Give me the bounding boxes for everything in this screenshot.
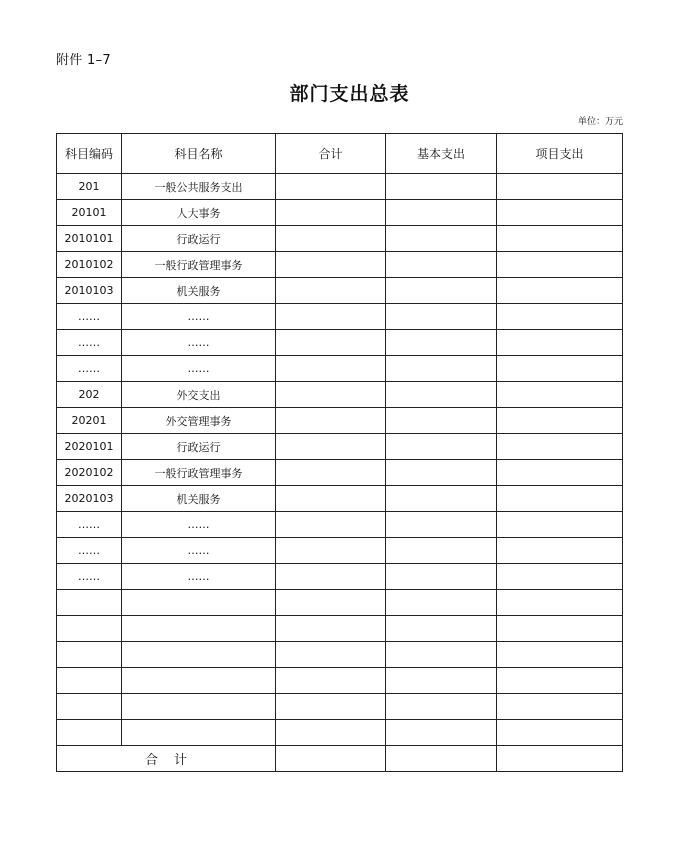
basic-cell[interactable]: [386, 330, 497, 356]
table-row: [57, 200, 623, 226]
total-cell[interactable]: [276, 616, 386, 642]
total-row: [57, 746, 623, 772]
column-header-project: 项目支出: [497, 134, 623, 174]
table-row: [57, 434, 623, 460]
code-cell: 2020101: [57, 434, 122, 460]
project-cell[interactable]: [497, 564, 623, 590]
name-cell: [122, 720, 276, 746]
total-cell[interactable]: [276, 356, 386, 382]
name-cell: ……: [122, 356, 276, 382]
table-row: [57, 538, 623, 564]
total-cell[interactable]: [276, 668, 386, 694]
basic-cell[interactable]: [386, 486, 497, 512]
table-row: [57, 720, 623, 746]
code-cell: 20101: [57, 200, 122, 226]
code-cell: [57, 642, 122, 668]
project-cell[interactable]: [497, 304, 623, 330]
total-cell[interactable]: [276, 460, 386, 486]
project-cell[interactable]: [497, 460, 623, 486]
basic-cell[interactable]: [386, 382, 497, 408]
table-row: [57, 460, 623, 486]
code-cell: 2020103: [57, 486, 122, 512]
basic-cell[interactable]: [386, 642, 497, 668]
table-row: [57, 278, 623, 304]
name-cell: ……: [122, 512, 276, 538]
basic-cell[interactable]: [386, 590, 497, 616]
table-row: [57, 642, 623, 668]
table-row: [57, 694, 623, 720]
code-cell: 201: [57, 174, 122, 200]
name-cell: [122, 694, 276, 720]
table-row: [57, 564, 623, 590]
basic-cell[interactable]: [386, 720, 497, 746]
name-cell: [122, 642, 276, 668]
basic-cell[interactable]: [386, 200, 497, 226]
table-row: [57, 252, 623, 278]
total-cell[interactable]: [276, 278, 386, 304]
basic-cell[interactable]: [386, 512, 497, 538]
total-cell[interactable]: [276, 226, 386, 252]
code-cell: ……: [57, 512, 122, 538]
table-row: [57, 304, 623, 330]
total-cell[interactable]: [276, 174, 386, 200]
attachment-label: 附件 1–7: [56, 53, 111, 68]
project-cell[interactable]: [497, 330, 623, 356]
basic-cell[interactable]: [386, 694, 497, 720]
project-cell[interactable]: [497, 512, 623, 538]
column-header-total: 合计: [276, 134, 386, 174]
name-cell: 行政运行: [122, 226, 276, 252]
column-header-basic: 基本支出: [386, 134, 497, 174]
project-cell[interactable]: [497, 382, 623, 408]
name-cell: ……: [122, 330, 276, 356]
basic-cell[interactable]: [386, 564, 497, 590]
code-cell: [57, 590, 122, 616]
basic-cell[interactable]: [386, 174, 497, 200]
name-cell: [122, 616, 276, 642]
table-row: [57, 330, 623, 356]
project-cell[interactable]: [497, 486, 623, 512]
code-cell: 2010101: [57, 226, 122, 252]
table-row: [57, 616, 623, 642]
project-cell[interactable]: [497, 278, 623, 304]
total-cell[interactable]: [276, 330, 386, 356]
project-cell[interactable]: [497, 642, 623, 668]
table-row: [57, 668, 623, 694]
project-cell[interactable]: [497, 252, 623, 278]
total-cell[interactable]: [276, 382, 386, 408]
column-header-name: 科目名称: [122, 134, 276, 174]
project-cell[interactable]: [497, 174, 623, 200]
total-cell[interactable]: [276, 590, 386, 616]
code-cell: ……: [57, 304, 122, 330]
code-cell: ……: [57, 356, 122, 382]
total-basic-cell[interactable]: [386, 746, 497, 772]
project-cell[interactable]: [497, 408, 623, 434]
project-cell[interactable]: [497, 668, 623, 694]
total-cell[interactable]: [276, 200, 386, 226]
total-cell[interactable]: [276, 408, 386, 434]
unit-label: 单位：万元: [577, 117, 623, 127]
page-title: 部门支出总表: [289, 83, 410, 105]
code-cell: 202: [57, 382, 122, 408]
basic-cell[interactable]: [386, 252, 497, 278]
expenditure-table: [56, 133, 623, 772]
code-cell: ……: [57, 564, 122, 590]
table-header-row: [57, 134, 623, 174]
project-cell[interactable]: [497, 694, 623, 720]
table-row: [57, 382, 623, 408]
total-sum-cell[interactable]: [276, 746, 386, 772]
total-label-char-1: 合: [144, 753, 158, 768]
name-cell: 行政运行: [122, 434, 276, 460]
name-cell: 人大事务: [122, 200, 276, 226]
table-row: [57, 408, 623, 434]
project-cell[interactable]: [497, 356, 623, 382]
code-cell: [57, 616, 122, 642]
name-cell: 外交管理事务: [122, 408, 276, 434]
total-cell[interactable]: [276, 720, 386, 746]
name-cell: 一般行政管理事务: [122, 252, 276, 278]
total-label-char-2: 计: [174, 753, 188, 768]
name-cell: [122, 590, 276, 616]
basic-cell[interactable]: [386, 356, 497, 382]
name-cell: ……: [122, 564, 276, 590]
total-cell[interactable]: [276, 564, 386, 590]
basic-cell[interactable]: [386, 278, 497, 304]
name-cell: ……: [122, 538, 276, 564]
name-cell: 机关服务: [122, 486, 276, 512]
name-cell: 一般公共服务支出: [122, 174, 276, 200]
basic-cell[interactable]: [386, 460, 497, 486]
code-cell: ……: [57, 330, 122, 356]
code-cell: [57, 694, 122, 720]
code-cell: 2010102: [57, 252, 122, 278]
basic-cell[interactable]: [386, 226, 497, 252]
code-cell: ……: [57, 538, 122, 564]
basic-cell[interactable]: [386, 668, 497, 694]
project-cell[interactable]: [497, 590, 623, 616]
total-label-cell: [57, 746, 276, 772]
code-cell: [57, 720, 122, 746]
table-row: [57, 590, 623, 616]
total-cell[interactable]: [276, 304, 386, 330]
name-cell: [122, 668, 276, 694]
name-cell: 机关服务: [122, 278, 276, 304]
basic-cell[interactable]: [386, 434, 497, 460]
project-cell[interactable]: [497, 434, 623, 460]
project-cell[interactable]: [497, 720, 623, 746]
code-cell: [57, 668, 122, 694]
table-row: [57, 512, 623, 538]
total-cell[interactable]: [276, 486, 386, 512]
total-project-cell[interactable]: [497, 746, 623, 772]
table-row: [57, 226, 623, 252]
project-cell[interactable]: [497, 616, 623, 642]
project-cell[interactable]: [497, 200, 623, 226]
total-cell[interactable]: [276, 434, 386, 460]
column-header-code: 科目编码: [57, 134, 122, 174]
name-cell: ……: [122, 304, 276, 330]
total-cell[interactable]: [276, 538, 386, 564]
total-cell[interactable]: [276, 694, 386, 720]
project-cell[interactable]: [497, 226, 623, 252]
code-cell: 2010103: [57, 278, 122, 304]
table-row: [57, 174, 623, 200]
name-cell: 外交支出: [122, 382, 276, 408]
basic-cell[interactable]: [386, 408, 497, 434]
total-cell[interactable]: [276, 252, 386, 278]
code-cell: 20201: [57, 408, 122, 434]
basic-cell[interactable]: [386, 538, 497, 564]
total-cell[interactable]: [276, 642, 386, 668]
project-cell[interactable]: [497, 538, 623, 564]
name-cell: 一般行政管理事务: [122, 460, 276, 486]
total-cell[interactable]: [276, 512, 386, 538]
table-row: [57, 486, 623, 512]
code-cell: 2020102: [57, 460, 122, 486]
table-body: [57, 174, 623, 746]
basic-cell[interactable]: [386, 304, 497, 330]
basic-cell[interactable]: [386, 616, 497, 642]
table-row: [57, 356, 623, 382]
